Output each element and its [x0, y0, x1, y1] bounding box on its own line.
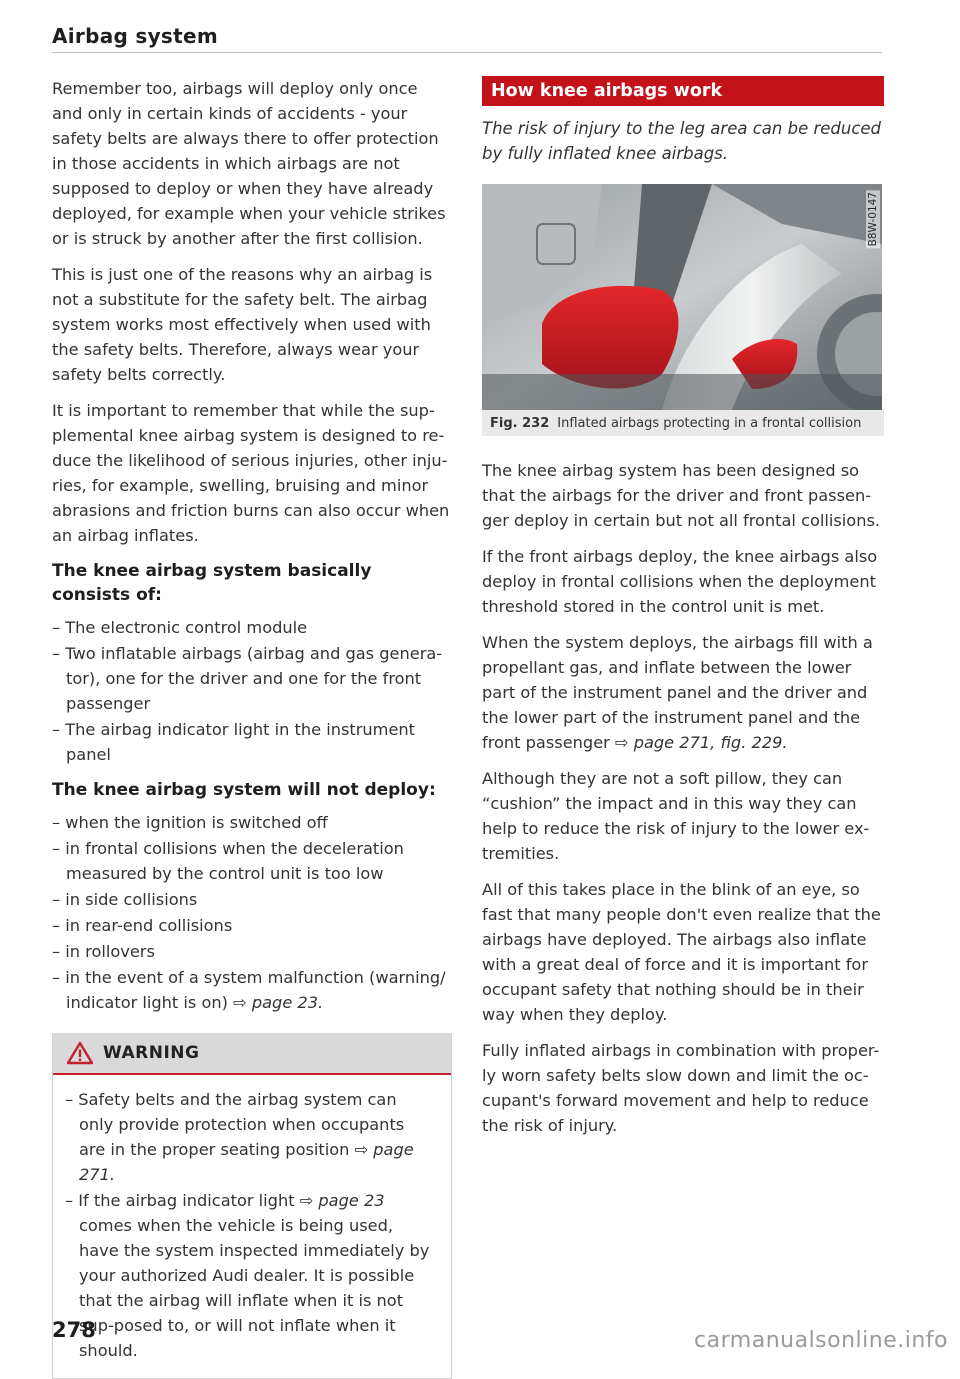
page-reference-link[interactable]: ⇨ page 23. [233, 993, 324, 1012]
page-reference-link[interactable]: ⇨ page 271, fig. 229. [614, 733, 788, 752]
list-item: – in rear-end collisions [52, 913, 452, 938]
paragraph: This is just one of the reasons why an airbag is not a substitute for the safety belt. The airbag system works most effectively when used with the safety belts. Therefore, always wear your safety belts correctly. [52, 265, 433, 384]
list-item-text: If the airbag indicator light [78, 1191, 295, 1210]
left-column [52, 76, 452, 1379]
subheading-will-not-deploy: The knee airbag system will not deploy: [52, 780, 436, 800]
list-item: – The electronic control module [52, 615, 452, 640]
warning-list [65, 1087, 435, 1363]
list-item [52, 965, 452, 1015]
paragraph: The knee airbag system has been designed so that the airbags for the driver and front passen-ger deploy in certain but not all frontal collisions. [482, 461, 881, 530]
page-number: 278 [52, 1318, 96, 1342]
warning-triangle-icon [67, 1041, 93, 1065]
list-item: – The airbag indicator light in the instrument panel [52, 717, 452, 767]
list-item [65, 1188, 435, 1363]
illustration-svg [482, 184, 882, 410]
list-item: – in rollovers [52, 939, 452, 964]
watermark: carmanualsonline.info [694, 1328, 948, 1353]
list-item-text: comes when the vehicle is being used, have the system inspected immediately by your authorized Audi dealer. It is possible that the airbag will inflate when it is not sup-posed to, or will not inflate when it should. [79, 1216, 430, 1360]
paragraph: Fully inflated airbags in combination with proper-ly worn safety belts slow down and limit the oc-cupant's forward movement and help to reduce the risk of injury. [482, 1041, 880, 1135]
figure-caption-text: Inflated airbags protecting in a frontal collision [557, 415, 862, 431]
warning-body [53, 1075, 451, 1378]
page-reference-link[interactable]: ⇨ page 23 [299, 1191, 385, 1210]
paragraph: Remember too, airbags will deploy only once and only in certain kinds of accidents - your safety belts are always there to offer protection in those accidents in which airbags are not supposed to deploy or when they have already deployed, for example when your vehicle strikes or is struck by another after the first collision. [52, 79, 446, 248]
components-list [52, 615, 452, 767]
warning-box [52, 1033, 452, 1379]
list-item: – in frontal collisions when the deceleration measured by the control unit is too low [52, 836, 452, 886]
paragraph-text: When the system deploys, the airbags fill with a propellant gas, and inflate between the lower part of the instrument panel and the driver and the lower part of the instrument panel and the front passenger [482, 633, 873, 752]
list-item: – Two inflatable airbags (airbag and gas genera-tor), one for the driver and one for the front passenger [52, 641, 452, 716]
list-item [65, 1087, 435, 1187]
header-divider [52, 52, 882, 53]
subheading-consists-of: The knee airbag system basically consists of: [52, 561, 372, 605]
figure-label: Fig. 232 [490, 415, 550, 431]
paragraph: It is important to remember that while the sup-plemental knee airbag system is designed to re-duce the likelihood of serious injuries, other inju-ries, for example, swelling, bruising and minor abrasions and friction burns can also occur when an airbag inflates. [52, 401, 450, 545]
page-header-title: Airbag system [52, 24, 218, 48]
paragraph: Although they are not a soft pillow, they can “cushion” the impact and in this way they can help to reduce the risk of injury to the lower ex-tremities. [482, 769, 870, 863]
paragraph: All of this takes place in the blink of an eye, so fast that many people don't even realize that the airbags have deployed. The airbags also inflate with a great deal of force and it is important for occupant safety that nothing should be in their way when they deploy. [482, 880, 881, 1024]
section-title: How knee airbags work [482, 76, 884, 106]
paragraph: If the front airbags deploy, the knee airbags also deploy in frontal collisions when the deployment threshold stored in the control unit is met. [482, 547, 878, 616]
figure-code: B8W-0147 [867, 192, 879, 247]
page-reference-link[interactable]: ⇨ page 271. [79, 1140, 414, 1184]
figure-caption [482, 410, 884, 436]
list-item: – when the ignition is switched off [52, 810, 452, 835]
no-deploy-list [52, 810, 452, 1015]
warning-header [53, 1033, 451, 1075]
list-item-text: Safety belts and the airbag system can only provide protection when occupants are in the proper seating position [78, 1090, 405, 1159]
list-item: – in side collisions [52, 887, 452, 912]
knee-airbag-illustration [482, 184, 882, 410]
warning-title: WARNING [103, 1043, 200, 1063]
paragraph [482, 630, 884, 755]
right-column [482, 76, 884, 1149]
list-item-text: in the event of a system malfunction (warning/ indicator light is on) [65, 968, 446, 1012]
lead-paragraph: The risk of injury to the leg area can be reduced by fully inflated knee airbags. [482, 119, 882, 163]
